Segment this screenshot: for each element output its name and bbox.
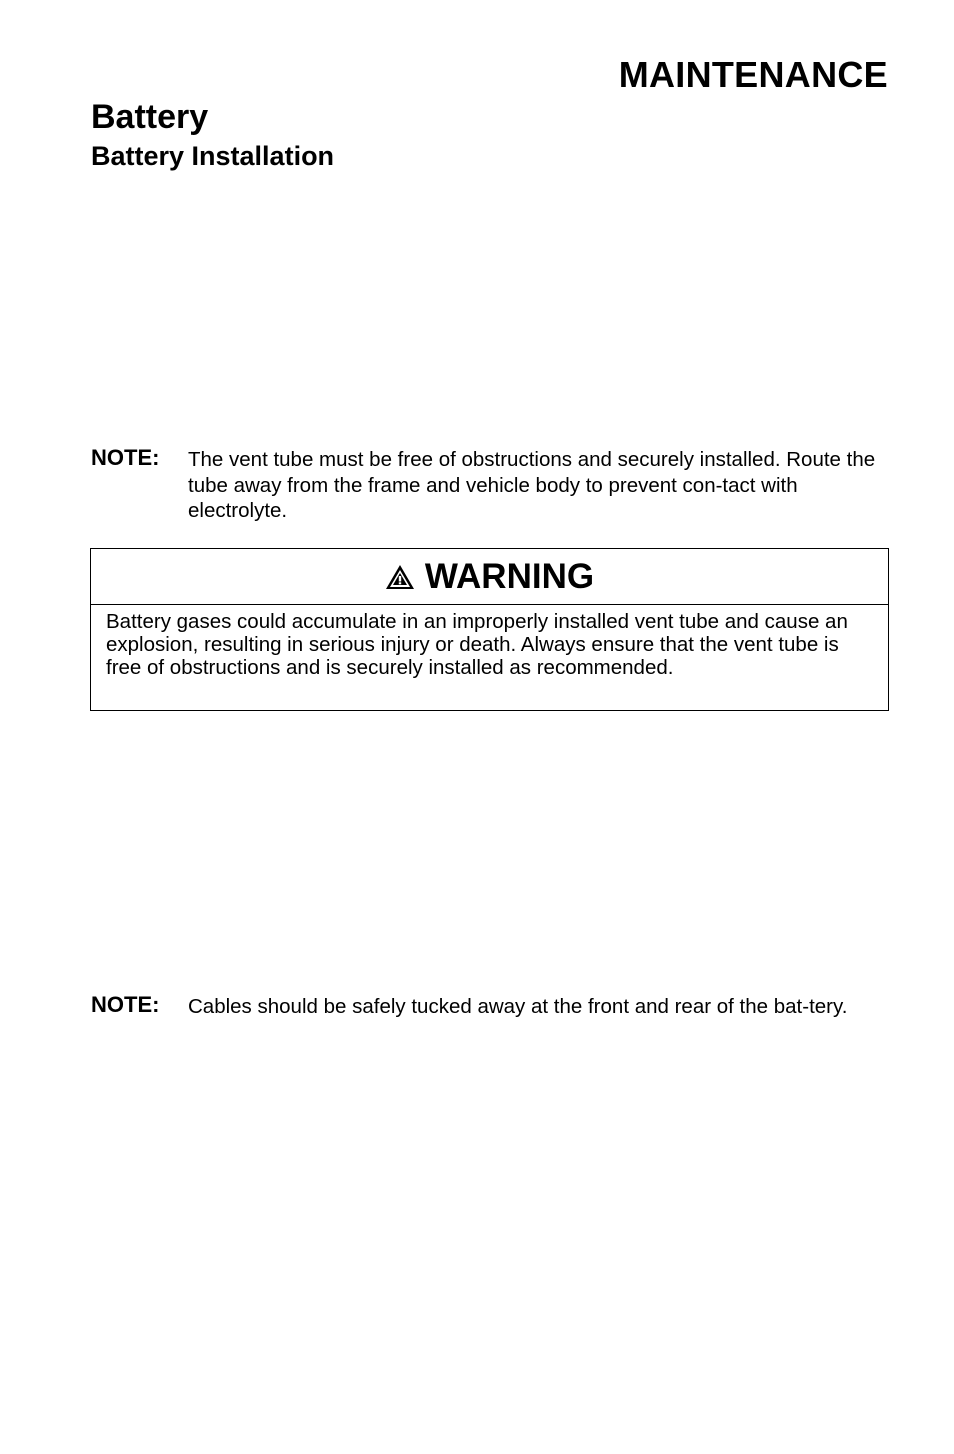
chapter-title: MAINTENANCE bbox=[618, 54, 888, 95]
section-title: Battery bbox=[91, 98, 209, 136]
warning-header bbox=[91, 549, 888, 605]
subsection-title: Battery Installation bbox=[91, 141, 335, 171]
note-cables bbox=[91, 992, 891, 1020]
note-vent-tube bbox=[91, 445, 891, 524]
note-label: NOTE: bbox=[91, 445, 160, 470]
note-text: The vent tube must be free of obstructions and securely installed. Route the tube away from the frame and vehicle body to prevent con-tact with electrolyte. bbox=[188, 448, 876, 522]
note-label: NOTE: bbox=[91, 992, 160, 1017]
warning-body: Battery gases could accumulate in an improperly installed vent tube and cause an explosion, resulting in serious injury or death. Always ensure that the vent tube is free of obstructions and is securely installed as recommended. bbox=[106, 610, 848, 679]
warning-box bbox=[90, 548, 889, 711]
warning-triangle-icon bbox=[385, 564, 415, 590]
warning-title: WARNING bbox=[424, 556, 595, 596]
note-text: Cables should be safely tucked away at the front and rear of the bat-tery. bbox=[188, 995, 848, 1018]
